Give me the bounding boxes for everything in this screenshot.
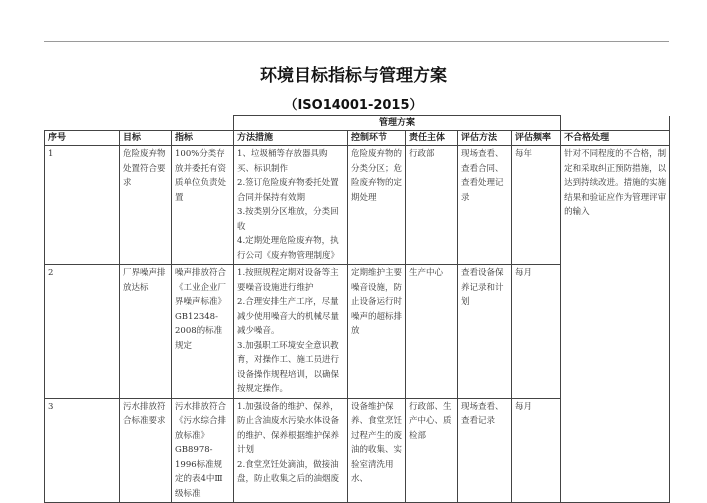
cell-method: 1.加强设备的维护、保养，防止含油废水污染水体设备的维护、保养根据维护保养计划 2.食堂烹饪处滴油，做接油盘，防止收集之后的油烟废 xyxy=(234,398,348,503)
cell-freq: 每年 xyxy=(512,146,561,265)
header-no: 序号 xyxy=(45,131,120,146)
header-nonconformity: 不合格处理 xyxy=(561,131,670,146)
blank-header-cell xyxy=(45,116,234,131)
cell-target: 厂界噪声排放达标 xyxy=(120,265,172,399)
blank-header-cell xyxy=(561,116,670,131)
cell-freq: 每月 xyxy=(512,398,561,503)
document-title: 环境目标指标与管理方案 xyxy=(260,66,447,86)
group-header-management-plan: 管理方案 xyxy=(234,116,561,131)
cell-method: 1.按照规程定期对设备等主要噪音设施进行维护 2.合理安排生产工序，尽量减少使用噪音大的机械尽量减少噪音。 3.加强职工环境安全意识教育，对操作工、施工员进行设备操作规程培训，以确保按规定操作。 xyxy=(234,265,348,399)
cell-target: 危险废弃物处置符合要求 xyxy=(120,146,172,265)
cell-nonconformity: 针对不同程度的不合格，制定和采取纠正预防措施，以达到持续改进。措施的实施结果和验证应作为管理评审的输入 xyxy=(561,146,670,503)
header-owner: 责任主体 xyxy=(406,131,458,146)
column-header-row xyxy=(45,131,670,146)
cell-control: 定期维护主要噪音设施，防止设备运行时噪声的超标排放 xyxy=(348,265,406,399)
document-subtitle: （ISO14001-2015） xyxy=(284,98,423,113)
cell-target: 污水排放符合标准要求 xyxy=(120,398,172,503)
top-rule xyxy=(44,41,669,42)
header-target: 目标 xyxy=(120,131,172,146)
header-freq: 评估频率 xyxy=(512,131,561,146)
header-eval: 评估方法 xyxy=(458,131,512,146)
cell-index: 噪声排放符合《工业企业厂界噪声标准》GB12348-2008的标准规定 xyxy=(172,265,234,399)
cell-control: 危险废弃物的分类分区；危险废弃物的定期处理 xyxy=(348,146,406,265)
cell-owner: 行政部 xyxy=(406,146,458,265)
cell-owner: 行政部、生产中心、质检部 xyxy=(406,398,458,503)
header-control: 控制环节 xyxy=(348,131,406,146)
cell-control: 设备维护保养、食堂烹饪过程产生的废油的收集、实验室清洗用水、 xyxy=(348,398,406,503)
cell-no: 2 xyxy=(45,265,120,399)
management-plan-table xyxy=(44,115,670,503)
header-method: 方法措施 xyxy=(234,131,348,146)
cell-owner: 生产中心 xyxy=(406,265,458,399)
cell-index: 100%分类存放并委托有资质单位负责处置 xyxy=(172,146,234,265)
cell-method: 1、垃圾桶等存放器具购买、标识制作 2.签订危险废弃物委托处置合同并保持有效期 3.按类别分区堆放，分类回收 4.定期处理危险废弃物，执行公司《废弃物管理制度》 xyxy=(234,146,348,265)
cell-no: 3 xyxy=(45,398,120,503)
cell-eval: 现场查看、查看记录 xyxy=(458,398,512,503)
cell-eval: 现场查看、查看合同、查看处理记录 xyxy=(458,146,512,265)
group-header-row xyxy=(45,116,670,131)
header-index: 指标 xyxy=(172,131,234,146)
cell-freq: 每月 xyxy=(512,265,561,399)
cell-index: 污水排放符合《污水综合排放标准》GB8978-1996标准规定的表4中Ⅲ级标准 xyxy=(172,398,234,503)
cell-no: 1 xyxy=(45,146,120,265)
table-row xyxy=(45,146,670,265)
cell-eval: 查看设备保养记录和计划 xyxy=(458,265,512,399)
